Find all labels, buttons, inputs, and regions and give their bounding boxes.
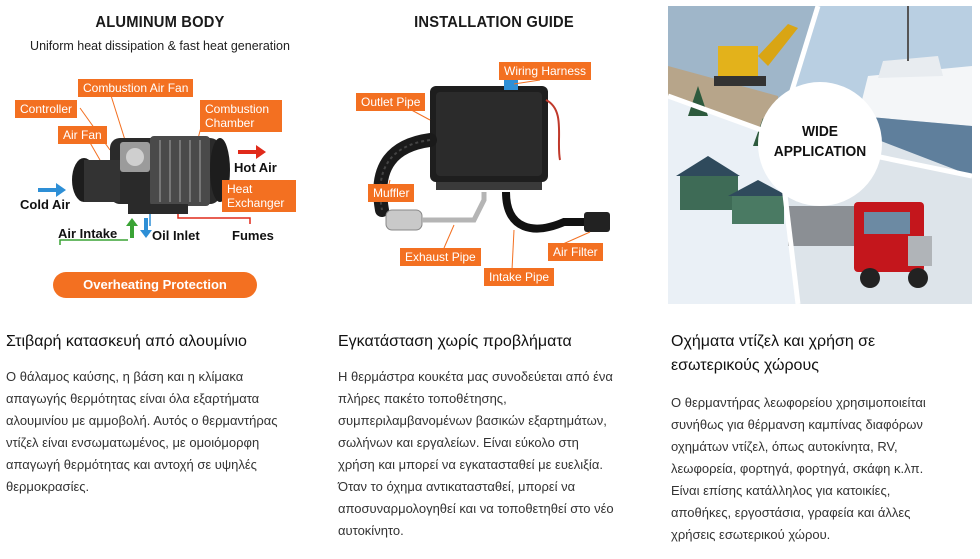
- section-body: [338, 366, 654, 542]
- badge-line: APPLICATION: [773, 143, 867, 160]
- body-line: συμπεριλαμβανομένων βασικών εξαρτημάτων,: [338, 413, 607, 428]
- body-line: σωλήνων και εργαλείων. Είναι εύκολο στη: [338, 435, 579, 450]
- label-exhaust-pipe: Exhaust Pipe: [400, 248, 481, 266]
- heading-line: εσωτερικούς χώρους: [671, 357, 819, 374]
- air-intake-arrow: [126, 218, 138, 238]
- label-air-fan: Air Fan: [58, 126, 107, 144]
- label-controller: Controller: [15, 100, 77, 118]
- label-hot-air: Hot Air: [234, 160, 277, 175]
- label-oil-inlet: Oil Inlet: [152, 228, 200, 243]
- body-line: Ο θάλαμος καύσης, η βάση και η κλίμακα: [6, 369, 244, 384]
- body-line: Ο θερμαντήρας λεωφορείου χρησιμοποιείται: [671, 395, 926, 410]
- cold-air-arrow: [38, 183, 66, 197]
- panel-subtitle: Uniform heat dissipation & fast heat generation: [30, 39, 290, 53]
- installation-guide-section: [334, 0, 654, 538]
- label-air-filter: Air Filter: [548, 243, 603, 261]
- label-heat-exchanger: Heat Exchanger: [222, 180, 296, 212]
- body-line: λεωφορεία, φορτηγά, φορτηγά, σκάφη κ.λπ.: [671, 461, 924, 476]
- body-line: συνήθως για θέρμανση καμπίνας διαφόρων: [671, 417, 923, 432]
- wide-application-badge: [763, 122, 877, 162]
- body-line: θερμοκρασίες.: [6, 479, 90, 494]
- installation-diagram: [334, 0, 654, 306]
- body-line: Η θερμάστρα κουκέτα μας συνοδεύεται από ένα: [338, 369, 613, 384]
- body-line: οχημάτων ντίζελ, όπως αυτοκίνητα, RV,: [671, 439, 898, 454]
- section-heading: [671, 330, 875, 378]
- section-heading: Εγκατάσταση χωρίς προβλήματα: [338, 333, 572, 350]
- body-line: ντίζελ είναι ενσωματωμένος, με ομοιόμορφη: [6, 435, 260, 450]
- heading-line: Οχήματα ντίζελ και χρήση σε: [671, 333, 876, 350]
- body-line: Όταν το όχημα αντικατασταθεί, μπορεί να: [338, 479, 576, 494]
- label-intake-pipe: Intake Pipe: [484, 268, 554, 286]
- body-line: απαγωγή θερμότητας και αντοχή σε υψηλές: [6, 457, 257, 472]
- body-line: απαγωγής θερμότητας είναι όλα εξαρτήματα: [6, 391, 260, 406]
- body-line: χρήσεις εσωτερικού χώρου.: [671, 527, 831, 542]
- hot-air-arrow: [238, 145, 266, 159]
- aluminum-body-diagram: [0, 0, 320, 306]
- label-wiring-harness: Wiring Harness: [499, 62, 591, 80]
- body-line: πλήρες πακέτο τοποθέτησης,: [338, 391, 507, 406]
- section-body: [671, 392, 975, 546]
- body-line: χρήση και μπορεί να εγκατασταθεί με ευελιξία.: [338, 457, 603, 472]
- overheating-protection-badge: Overheating Protection: [53, 272, 257, 298]
- body-line: αλουμινίου με αμμοβολή. Αυτός ο θερμαντήρας: [6, 413, 278, 428]
- body-line: αυτοκίνητο.: [338, 523, 404, 538]
- heater-illustration: [0, 0, 320, 306]
- section-heading: Στιβαρή κατασκευή από αλουμίνιο: [6, 333, 247, 350]
- label-combustion-air-fan: Combustion Air Fan: [78, 79, 193, 97]
- aluminum-body-section: [0, 0, 320, 494]
- body-line: Είναι επίσης κατάλληλος για κατοικίες,: [671, 483, 891, 498]
- installation-illustration: [334, 0, 654, 306]
- application-collage: [668, 6, 972, 304]
- section-body: [6, 366, 320, 498]
- panel-title: INSTALLATION GUIDE: [414, 14, 574, 31]
- body-line: αποσυναρμολογηθεί και να τοποθετηθεί στο νέο: [338, 501, 614, 516]
- label-muffler: Muffler: [368, 184, 414, 202]
- label-outlet-pipe: Outlet Pipe: [356, 93, 425, 111]
- panel-title: ALUMINUM BODY: [95, 14, 225, 31]
- label-combustion-chamber: Combustion Chamber: [200, 100, 282, 132]
- label-cold-air: Cold Air: [20, 197, 71, 212]
- badge-line: WIDE: [801, 123, 839, 140]
- label-fumes: Fumes: [232, 228, 274, 243]
- label-air-intake: Air Intake: [58, 226, 118, 241]
- body-line: αποθήκες, εργοστάσια, γραφεία και άλλες: [671, 505, 911, 520]
